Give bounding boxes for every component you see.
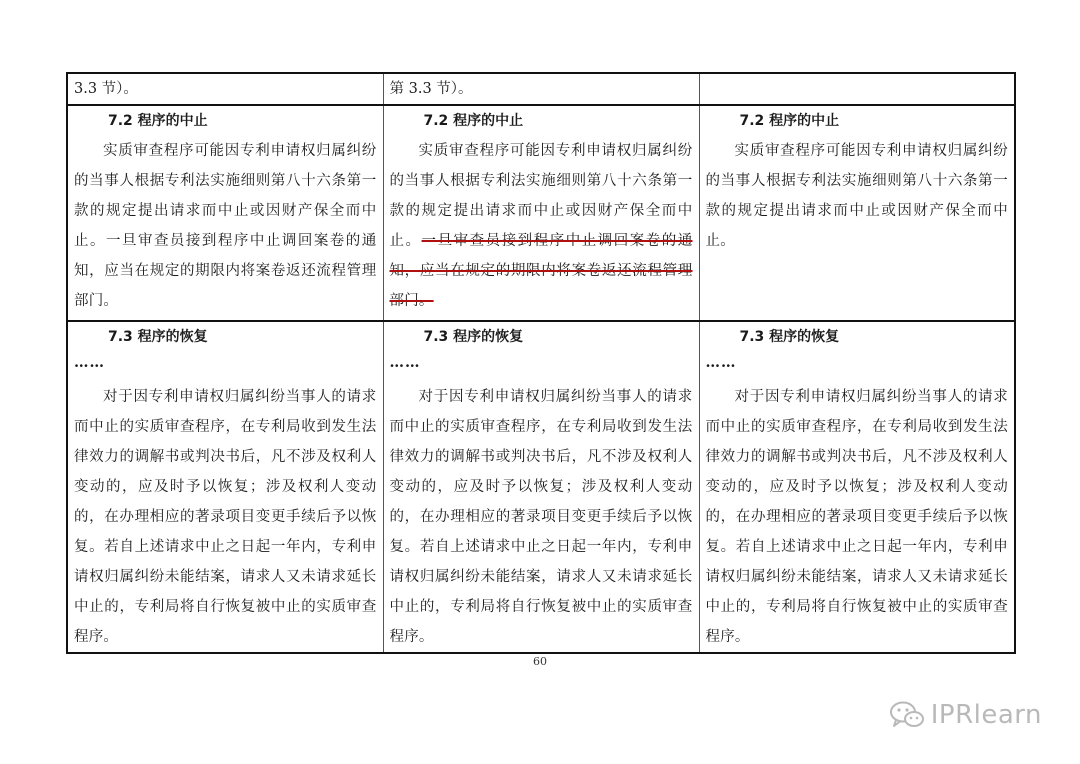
comparison-table — [66, 72, 1016, 654]
watermark-text: IPRlearn — [930, 700, 1042, 730]
kept-text: 实质审查程序可能因专利申请权归属纠纷的当事人根据专利法实施细则第八十六条第一款的规定提出请求而中止或因财产保全而中止。 — [389, 143, 693, 249]
cell-top-col3 — [699, 73, 1015, 105]
ellipsis: …… — [74, 354, 105, 371]
page-number: 60 — [533, 655, 547, 668]
table-row — [67, 73, 1015, 105]
table-row — [67, 321, 1015, 653]
cell-72-col3 — [699, 105, 1015, 321]
section-heading: 7.2 程序的中止 — [108, 113, 208, 129]
section-heading: 7.2 程序的中止 — [423, 113, 524, 129]
cell-73-col3 — [699, 321, 1015, 653]
section-paragraph: 对于因专利申请权归属纠纷当事人的请求而中止的实质审查程序，在专利局收到发生法律效力的调解书或判决书后，凡不涉及权利人变动的，应及时予以恢复；涉及权利人变动的，在办理相应的著录项目变更手续后予以恢复。若自上述请求中止之日起一年内，专利申请权归属纠纷未能结案，请求人又未请求延长中止的，专利局将自行恢复被中止的实质审查程序。 — [389, 389, 693, 645]
cell-72-col2 — [383, 105, 699, 321]
ellipsis: …… — [389, 354, 421, 371]
deleted-text: 一旦审查员接到程序中止调回案卷的通知，应当在规定的期限内将案卷返还流程管理部门。 — [389, 233, 693, 309]
section-heading: 7.2 程序的中止 — [739, 113, 840, 129]
section-heading: 7.3 程序的恢复 — [739, 329, 840, 345]
ellipsis: …… — [705, 354, 737, 371]
wechat-icon — [889, 700, 925, 730]
watermark — [889, 700, 1042, 730]
cell-72-col1 — [67, 105, 383, 321]
section-paragraph: 对于因专利申请权归属纠纷当事人的请求而中止的实质审查程序，在专利局收到发生法律效力的调解书或判决书后，凡不涉及权利人变动的，应及时予以恢复；涉及权利人变动的，在办理相应的著录项目变更手续后予以恢复。若自上述请求中止之日起一年内，专利申请权归属纠纷未能结案，请求人又未请求延长中止的，专利局将自行恢复被中止的实质审查程序。 — [74, 389, 377, 645]
cell-top-col1: 3.3 节）。 — [67, 73, 383, 105]
section-paragraph: 实质审查程序可能因专利申请权归属纠纷的当事人根据专利法实施细则第八十六条第一款的规定提出请求而中止或因财产保全而中止。 — [705, 143, 1008, 249]
section-paragraph — [390, 136, 693, 316]
cell-73-col2 — [383, 321, 699, 653]
section-paragraph: 对于因专利申请权归属纠纷当事人的请求而中止的实质审查程序，在专利局收到发生法律效力的调解书或判决书后，凡不涉及权利人变动的，应及时予以恢复；涉及权利人变动的，在办理相应的著录项目变更手续后予以恢复。若自上述请求中止之日起一年内，专利申请权归属纠纷未能结案，请求人又未请求延长中止的，专利局将自行恢复被中止的实质审查程序。 — [705, 389, 1008, 645]
table-row — [67, 105, 1015, 321]
cell-top-col2: 第 3.3 节）。 — [383, 73, 699, 105]
section-paragraph: 实质审查程序可能因专利申请权归属纠纷的当事人根据专利法实施细则第八十六条第一款的规定提出请求而中止或因财产保全而中止。一旦审查员接到程序中止调回案卷的通知，应当在规定的期限内将案卷返还流程管理部门。 — [74, 143, 377, 309]
section-heading: 7.3 程序的恢复 — [423, 329, 524, 345]
cell-73-col1 — [67, 321, 383, 653]
section-heading: 7.3 程序的恢复 — [108, 329, 208, 345]
